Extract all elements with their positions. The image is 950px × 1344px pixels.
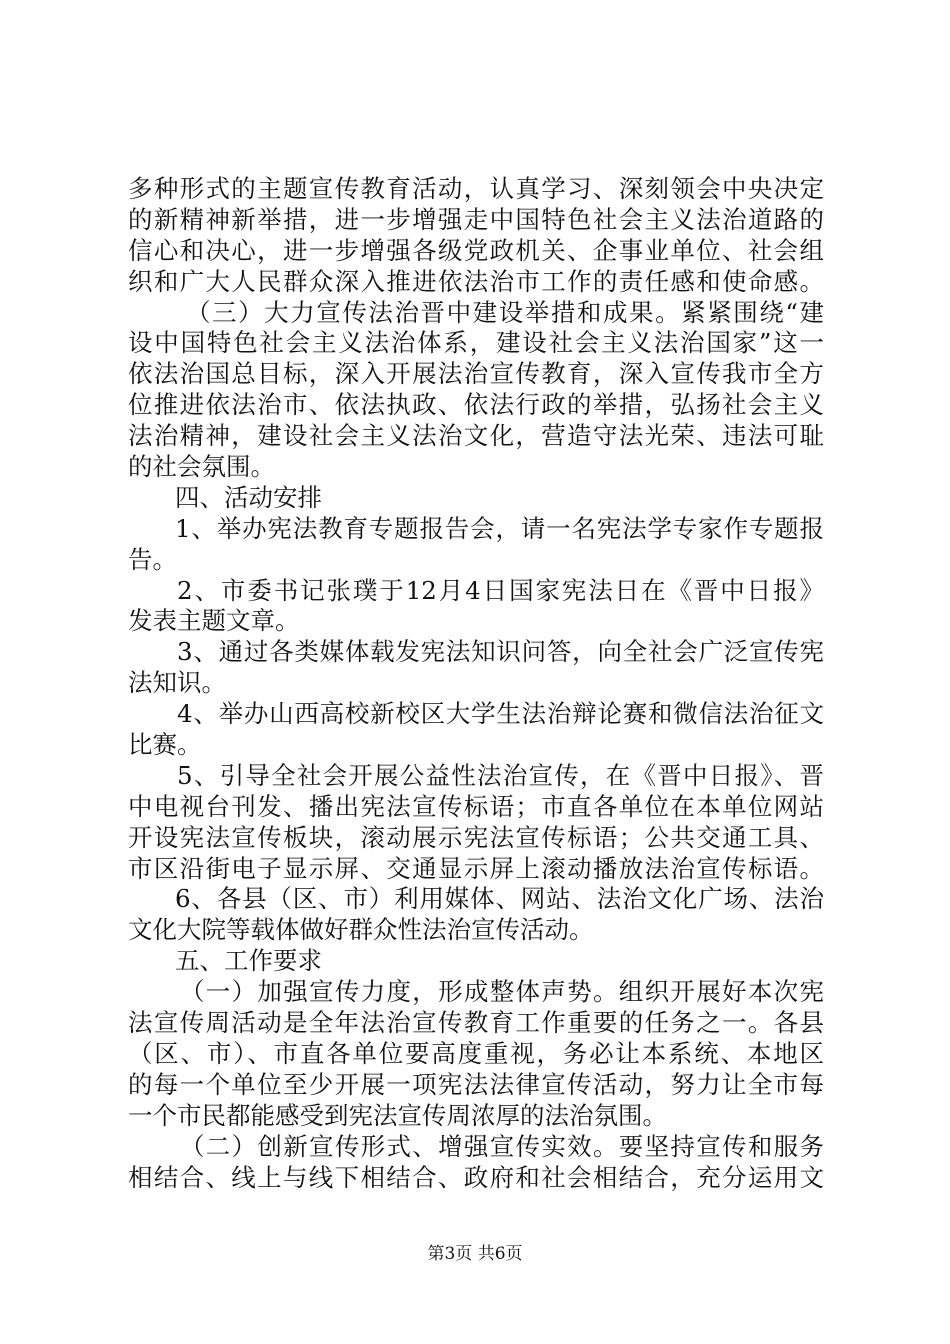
text-line: 开设宪法宣传板块，滚动展示宪法宣传标语；公共交通工具、 [128,822,824,852]
text-line: 发表主题文章。 [128,606,300,636]
text-line: 1、举办宪法教育专题报告会，请一名宪法学专家作专题报 [175,513,824,543]
text-line: 信心和决心，进一步增强各级党政机关、企事业单位、社会组 [128,235,824,265]
text-line: 6、各县（区、市）利用媒体、网站、法治文化广场、法治 [175,884,824,914]
page-footer: 第3页 共6页 [427,1244,523,1264]
text-line: （二）创新宣传形式、增强宣传实效。要坚持宣传和服务 [180,1131,824,1161]
text-line: 市区沿街电子显示屏、交通显示屏上滚动播放法治宣传标语。 [128,853,824,883]
text-line: 的社会氛围。 [128,452,275,482]
text-line: 一个市民都能感受到宪法宣传周浓厚的法治氛围。 [128,1100,667,1130]
text-line: 法治精神，建设社会主义法治文化，营造守法光荣、违法可耻 [128,421,824,451]
text-line: 设中国特色社会主义法治体系，建设社会主义法治国家”这一 [128,328,824,358]
text-line: 中电视台刊发、播出宪法宣传标语；市直各单位在本单位网站 [128,791,824,821]
text-line: （区、市）、市直各单位要高度重视，务必让本系统、本地区 [128,1038,824,1068]
text-line: 2、市委书记张璞于12月4日国家宪法日在《晋中日报》 [177,575,824,605]
text-line: 织和广大人民群众深入推进依法治市工作的责任感和使命感。 [128,266,824,296]
text-line: 比赛。 [128,730,202,760]
text-line: （一）加强宣传力度，形成整体声势。组织开展好本次宪 [180,977,824,1007]
text-line: 多种形式的主题宣传教育活动，认真学习、深刻领会中央决定 [128,174,824,203]
text-line: 四、活动安排 [175,482,322,512]
body-text [128,174,824,1193]
text-line: 位推进依法治市、依法执政、依法行政的举措，弘扬社会主义 [128,390,824,420]
text-line: （三）大力宣传法治晋中建设举措和成果。紧紧围绕“建 [186,297,824,327]
text-line: 4、举办山西高校新校区大学生法治辩论赛和微信法治征文 [177,699,824,729]
text-line: 的每一个单位至少开展一项宪法法律宣传活动，努力让全市每 [128,1069,824,1099]
text-line: 文化大院等载体做好群众性法治宣传活动。 [128,915,594,945]
text-line: 的新精神新举措，进一步增强走中国特色社会主义法治道路的 [128,204,824,234]
text-line: 告。 [128,544,177,574]
text-line: 5、引导全社会开展公益性法治宣传，在《晋中日报》、晋 [177,760,824,790]
text-line: 五、工作要求 [175,946,322,976]
text-line: 法宣传周活动是全年法治宣传教育工作重要的任务之一。各县 [128,1008,824,1038]
text-line: 相结合、线上与线下相结合、政府和社会相结合，充分运用文 [128,1162,824,1192]
text-line: 法知识。 [128,668,226,698]
text-line: 依法治国总目标，深入开展法治宣传教育，深入宣传我市全方 [128,359,824,389]
text-line: 3、通过各类媒体载发宪法知识问答，向全社会广泛宣传宪 [177,637,824,667]
